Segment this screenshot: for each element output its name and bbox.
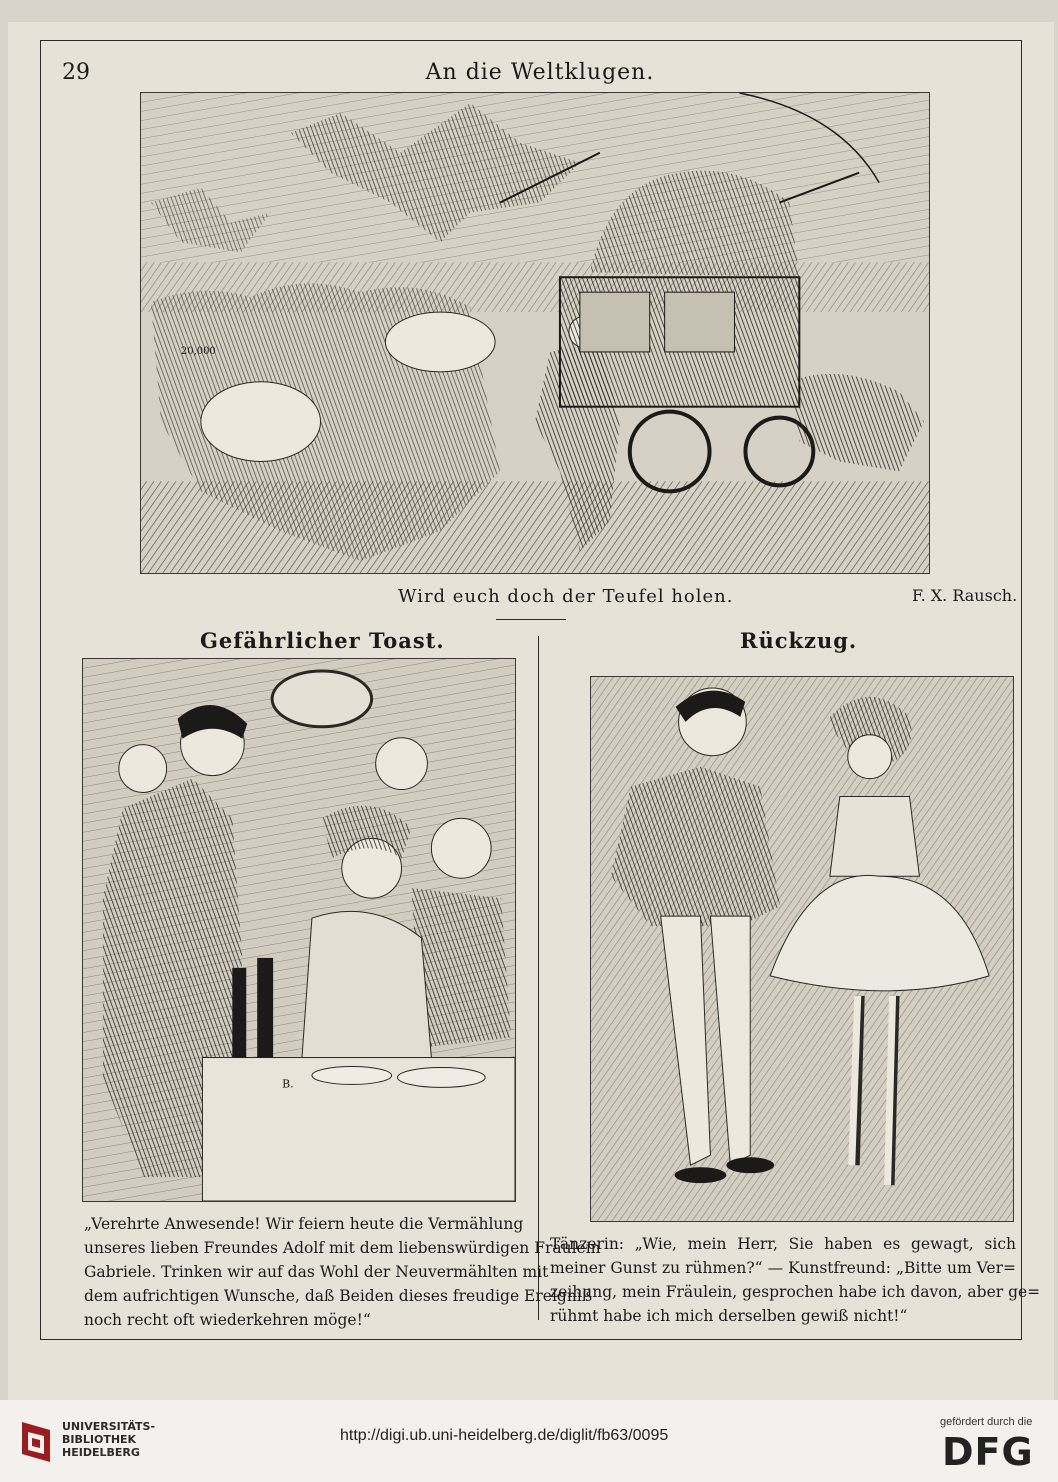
text-line: meiner Gunst zu rühmen?“ — Kunstfreund: „Bitte um Ver= <box>550 1259 1016 1277</box>
text-line: unseres lieben Freundes Adolf mit dem liebenswürdigen Fräulein <box>84 1239 601 1257</box>
money-bag-label: 20,000 <box>180 345 216 357</box>
top-illustration-caption: Wird euch doch der Teufel holen. <box>398 586 734 607</box>
text-line: zeihung, mein Fräulein, gesprochen habe ich davon, aber ge= <box>550 1283 1041 1301</box>
illustration-signature: B. <box>282 1077 294 1091</box>
permalink[interactable]: http://digi.ub.uni-heidelberg.de/diglit/fb63/0095 <box>340 1427 669 1444</box>
text-line: Tänzerin: „Wie, mein Herr, Sie haben es gewagt, sich <box>550 1235 1016 1253</box>
wedding-toast-illustration <box>82 658 516 1202</box>
text-line: „Verehrte Anwesende! Wir feiern heute die Vermählung <box>84 1215 524 1233</box>
artist-credit: F. X. Rausch. <box>912 586 1018 605</box>
heading-retreat: Rückzug. <box>740 628 858 653</box>
university-library-logo-icon <box>18 1418 54 1466</box>
text-line: noch recht oft wiederkehren möge!“ <box>84 1311 371 1329</box>
dancer-illustration <box>590 676 1014 1222</box>
running-head: An die Weltklugen. <box>425 60 655 85</box>
column-divider <box>538 636 539 1320</box>
page-number: 29 <box>62 60 90 85</box>
retreat-text <box>550 1232 1041 1328</box>
funded-by-label: gefördert durch die <box>940 1416 1033 1428</box>
digital-library-footer <box>0 1400 1058 1482</box>
text-line: Gabriele. Trinken wir auf das Wohl der Neuvermählten mit <box>84 1263 549 1281</box>
text-line: dem aufrichtigen Wunsche, daß Beiden dieses freudige Ereigniß <box>84 1287 593 1305</box>
institution-name: UNIVERSITÄTS- BIBLIOTHEK HEIDELBERG <box>62 1420 156 1459</box>
text-line: rühmt habe ich mich derselben gewiß nicht!“ <box>550 1307 908 1325</box>
toast-text <box>84 1212 601 1332</box>
separator-rule <box>496 619 566 620</box>
dfg-logo: DFG <box>942 1430 1034 1474</box>
heading-dangerous-toast: Gefährlicher Toast. <box>200 628 445 653</box>
devil-carriage-illustration <box>140 92 930 574</box>
